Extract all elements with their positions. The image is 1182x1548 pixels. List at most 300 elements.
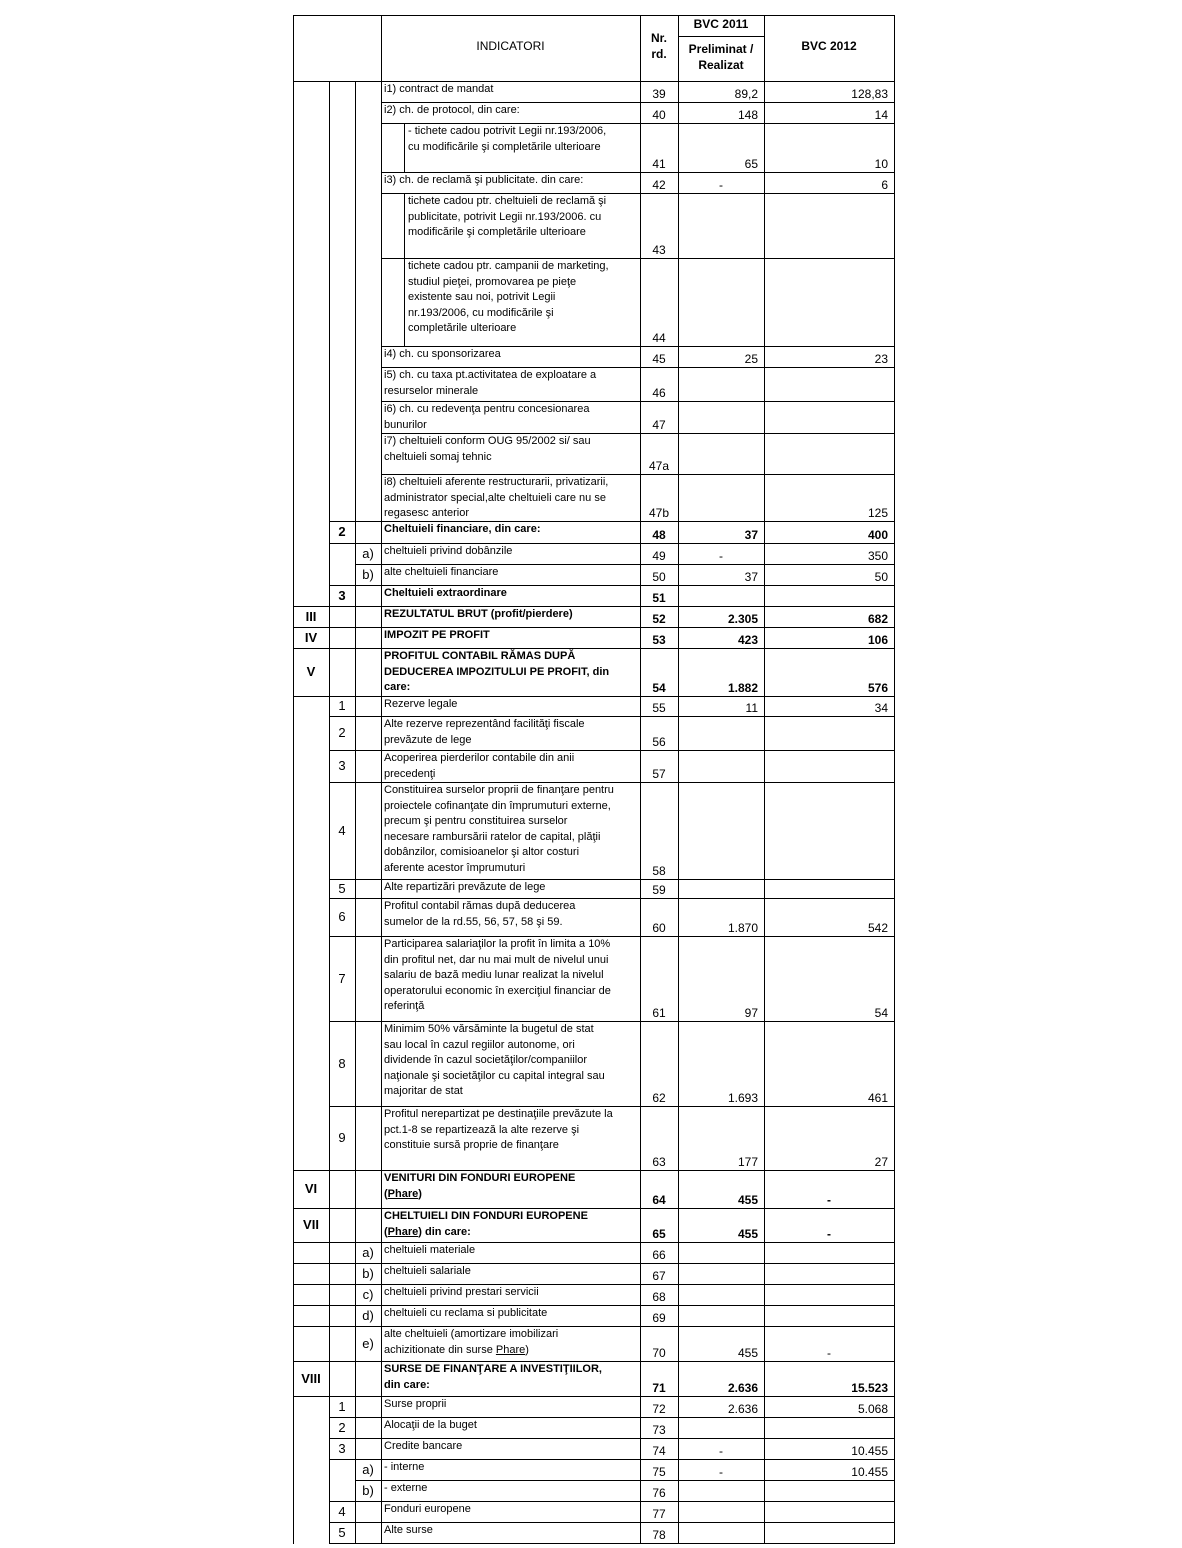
col-line [678,1417,679,1439]
col-line [894,1106,895,1171]
col-line [381,1305,382,1327]
row-label-65: CHELTUIELI DIN FONDURI EUROPENE (Phare) din care: [384,1210,588,1238]
value-v2011-52: 2.305 [727,612,758,626]
value-v2012-70: - [827,1346,831,1360]
row-number-3: 3 [338,587,346,603]
row-nr-47b: 47b [648,506,670,520]
row-number-6: 6 [338,909,346,924]
header-bvc-2012: BVC 2012 [801,39,857,53]
col-line [894,696,895,717]
row-label-57: Acoperirea pierderilor contabile din anii precedenţi [384,752,575,780]
value-v2011-74: - [719,1444,723,1458]
col-line [678,750,679,783]
col-line [381,1361,382,1397]
col-line [678,585,679,607]
col-line [381,1208,382,1243]
col-line [894,585,895,607]
value-v2011-62: 1.693 [727,1091,758,1105]
value-v2012-61: 54 [874,1006,888,1020]
row-label-66: cheltuieli materiale [384,1244,476,1256]
col-line [894,81,895,103]
col-line [293,433,294,475]
col-line [293,716,294,751]
col-line [381,1263,382,1285]
row-nr-74: 74 [652,1444,666,1458]
col-line [381,1396,382,1418]
header-col-line [678,15,679,81]
col-line [894,1284,895,1306]
row-label-62: Minimim 50% vărsăminte la bugetul de stat sau local în cazul regiilor autonome, ori dividende în cazul societăţilor/companiilor naţionale şi societăţilor cu capital integral sau majoritar de stat [384,1023,605,1097]
col-line [329,123,330,173]
col-line [329,1242,330,1264]
col-line [355,102,356,124]
value-v2011-49: - [719,549,723,563]
col-line [329,193,330,259]
col-line [764,879,765,899]
col-line [894,627,895,649]
col-line [355,936,356,1022]
col-line [355,1417,356,1439]
col-line [355,346,356,368]
row-number-3: 3 [338,758,346,773]
col-line [329,346,330,368]
value-v2011-65: 455 [737,1227,758,1241]
col-line [293,474,294,522]
col-line [381,1021,382,1107]
col-line [355,1501,356,1523]
col-line [678,879,679,899]
row-nr-47: 47 [652,418,666,432]
value-v2011-45: 25 [744,352,758,366]
col-line [764,433,765,475]
col-line [293,898,294,937]
row-sub-a): a) [362,1244,374,1260]
value-v2011-71: 2.636 [727,1381,758,1395]
col-line [678,1242,679,1264]
row-nr-69: 69 [652,1311,666,1325]
value-v2012-52: 682 [867,612,888,626]
col-line [894,1208,895,1243]
col-line [381,782,382,880]
table-top-border [293,15,895,16]
col-line [894,1501,895,1523]
row-label-69: cheltuieli cu reclama si publicitate [384,1307,548,1319]
col-line [678,401,679,434]
row-nr-60: 60 [652,921,666,935]
col-line [764,1242,765,1264]
col-line [329,543,330,565]
col-line [381,1284,382,1306]
col-line [293,696,294,717]
col-line [355,782,356,880]
col-line [293,1396,294,1418]
value-v2012-49: 350 [867,549,888,563]
col-line [381,521,382,544]
col-line [355,696,356,717]
row-nr-59: 59 [652,883,666,897]
col-line [355,401,356,434]
col-line [894,782,895,880]
row-roman-VI: VI [304,1181,318,1196]
row-number-8: 8 [338,1055,346,1071]
row-number-4: 4 [338,1503,346,1519]
row-number-1: 1 [338,698,346,713]
col-line [329,367,330,402]
header-bvc2011-divider [678,36,764,37]
value-v2011-70: 455 [737,1346,758,1360]
col-line [894,898,895,937]
row-nr-65: 65 [652,1227,666,1241]
value-v2011-39: 89,2 [734,87,758,101]
col-line [293,1501,294,1523]
row-nr-75: 75 [652,1465,666,1479]
col-line [678,1480,679,1502]
header-preliminat-realizat: Preliminat / Realizat [688,42,754,72]
row-label-59: Alte repartizări prevăzute de lege [384,881,546,893]
col-line [894,1522,895,1544]
row-sub-b): b) [362,566,374,582]
row-label-51: Cheltuieli extraordinare [384,587,507,599]
value-v2011-63: 177 [737,1155,758,1169]
value-v2012-74: 10.455 [851,1444,888,1458]
value-v2012-53: 106 [867,633,888,647]
col-line [764,585,765,607]
row-label-73: Alocaţii de la buget [384,1419,477,1431]
col-line [894,193,895,259]
row-nr-47a: 47a [648,459,670,473]
col-line [329,474,330,522]
col-line [355,367,356,402]
col-line [894,879,895,899]
row-label-63: Profitul nerepartizat pe destinaţiile prevăzute la pct.1-8 se repartizează la alte rezerve şi constituie sursă proprie de finanţare [384,1108,613,1151]
col-line [764,1501,765,1523]
col-line [355,193,356,259]
value-v2011-54: 1.882 [727,681,758,695]
row-nr-76: 76 [652,1486,666,1500]
row-label-47: i6) ch. cu redevenţa pentru concesionarea bunurilor [384,403,590,431]
col-line [355,627,356,649]
col-line [764,782,765,880]
row-label-48: Cheltuieli financiare, din care: [384,523,541,535]
col-line [293,1242,294,1264]
col-line [293,750,294,783]
col-line [381,696,382,717]
row-nr-61: 61 [652,1006,666,1020]
header-col-line [894,15,895,81]
col-line [329,1170,330,1209]
col-line [329,401,330,434]
col-line [381,543,382,565]
col-line [293,936,294,1022]
col-line [894,936,895,1022]
col-line [329,172,330,194]
row-number-2: 2 [338,725,346,740]
col-line [764,367,765,402]
col-line [764,1522,765,1544]
col-line [894,606,895,628]
row-label-76: - externe [384,1482,428,1494]
col-line [678,258,679,347]
col-line [293,401,294,434]
col-line [894,521,895,544]
row-nr-54: 54 [652,681,666,695]
sub-col-line [404,258,405,347]
row-label-74: Credite bancare [384,1440,463,1452]
row-label-47a: i7) cheltuieli conform OUG 95/2002 si/ sau cheltuieli somaj tehnic [384,435,591,463]
col-line [894,346,895,368]
row-label-78: Alte surse [384,1524,433,1536]
row-label-46: i5) ch. cu taxa pt.activitatea de exploatare a resurselor minerale [384,369,597,397]
row-label-39: i1) contract de mandat [384,83,494,95]
row-nr-62: 62 [652,1091,666,1105]
col-line [381,433,382,475]
col-line [764,1263,765,1285]
col-line [329,1208,330,1243]
row-label-50: alte cheltuieli financiare [384,566,499,578]
col-line [764,1305,765,1327]
col-line [894,1263,895,1285]
value-v2012-55: 34 [874,701,888,715]
col-line [293,193,294,259]
col-line [355,585,356,607]
col-line [381,716,382,751]
row-label-70: alte cheltuieli (amortizare imobilizari achizitionate din surse Phare) [384,1328,559,1356]
row-label-44: tichete cadou ptr. campanii de marketing, studiul pieţei, promovarea pe pieţe existente sau noi, potrivit Legii nr.193/2006, cu modificările şi completările ulterioare [408,260,609,334]
col-line [293,1459,294,1481]
row-number-5: 5 [338,880,346,896]
row-label-52: REZULTATUL BRUT (profit/pierdere) [384,608,573,620]
col-line [764,1284,765,1306]
col-line [764,258,765,347]
col-line [355,1021,356,1107]
col-line [293,521,294,544]
sub-col-line [404,193,405,259]
value-v2011-64: 455 [737,1193,758,1207]
col-line [381,1326,382,1362]
col-line [381,367,382,402]
col-line [894,716,895,751]
value-v2011-40: 148 [737,108,758,122]
col-line [678,1501,679,1523]
col-line [355,1396,356,1418]
col-line [894,648,895,697]
value-v2012-54: 576 [867,681,888,695]
row-label-53: IMPOZIT PE PROFIT [384,629,490,641]
row-label-58: Constituirea surselor proprii de finanţare pentru proiectele cofinanţate din împrumuturi externe, precum şi pentru constituirea surselor necesare rambursării ratelor de capital, plăţii dobânzilor, comisioanelor şi altor costuri aferente acestor împrumuturi [384,784,614,874]
row-nr-50: 50 [652,570,666,584]
value-v2011-72: 2.636 [727,1402,758,1416]
row-nr-72: 72 [652,1402,666,1416]
header-col-line [640,15,641,81]
value-v2012-65: - [827,1227,831,1241]
col-line [381,1417,382,1439]
col-line [678,193,679,259]
value-v2012-47b: 125 [867,506,888,520]
col-line [381,564,382,586]
value-v2012-64: - [827,1193,831,1207]
row-nr-64: 64 [652,1193,666,1207]
row-nr-45: 45 [652,352,666,366]
value-v2012-71: 15.523 [851,1381,888,1395]
col-line [293,782,294,880]
value-v2011-61: 97 [744,1006,758,1020]
col-line [764,750,765,783]
col-line [894,1021,895,1107]
row-label-71: SURSE DE FINANŢARE A INVESTIŢIILOR, din care: [384,1363,602,1391]
col-line [355,1208,356,1243]
col-line [293,543,294,565]
col-line [329,1361,330,1397]
col-line [329,433,330,475]
col-line [894,1396,895,1418]
col-line [355,606,356,628]
row-number-2: 2 [338,524,346,539]
row-sub-a): a) [362,1461,374,1477]
row-sub-c): c) [362,1286,374,1302]
row-roman-VIII: VIII [301,1370,321,1386]
row-roman-III: III [305,608,317,624]
value-v2011-53: 423 [737,633,758,647]
col-line [381,1480,382,1502]
row-label-40: i2) ch. de protocol, din care: [384,104,520,116]
col-line [381,1459,382,1481]
row-label-72: Surse proprii [384,1398,447,1410]
col-line [381,102,382,124]
col-line [764,401,765,434]
col-line [678,474,679,522]
col-line [381,1170,382,1209]
row-nr-78: 78 [652,1528,666,1542]
col-line [355,521,356,544]
value-v2012-63: 27 [874,1155,888,1169]
row-roman-VII: VII [303,1217,319,1232]
col-line [381,606,382,628]
row-label-41: - tichete cadou potrivit Legii nr.193/2006, cu modificările şi completările ulterioare [408,125,607,153]
col-line [293,1021,294,1107]
header-bvc-2011: BVC 2011 [693,17,749,31]
col-line [381,879,382,899]
value-v2011-55: 11 [745,701,758,715]
col-line [355,716,356,751]
col-line [329,81,330,103]
col-line [894,1170,895,1209]
col-line [894,102,895,124]
row-nr-70: 70 [652,1346,666,1360]
col-line [355,172,356,194]
col-line [894,1480,895,1502]
col-line [381,1522,382,1544]
col-line [329,1326,330,1362]
row-label-45: i4) ch. cu sponsorizarea [384,348,501,360]
col-line [894,433,895,475]
col-line [355,433,356,475]
row-nr-49: 49 [652,549,666,563]
col-line [293,102,294,124]
col-line [355,1438,356,1460]
row-nr-39: 39 [652,87,666,101]
col-line [355,258,356,347]
row-nr-55: 55 [652,701,666,715]
col-line [678,1522,679,1544]
row-nr-43: 43 [652,243,666,257]
col-line [678,433,679,475]
col-line [764,1480,765,1502]
row-label-68: cheltuieli privind prestari servicii [384,1286,539,1298]
row-label-55: Rezerve legale [384,698,458,710]
header-col-line [764,15,765,81]
col-line [894,1305,895,1327]
value-v2012-75: 10.455 [851,1465,888,1479]
row-number-5: 5 [338,1524,346,1540]
col-line [381,750,382,783]
row-label-60: Profitul contabil rămas după deducerea sumelor de la rd.55, 56, 57, 58 şi 59. [384,900,576,928]
col-line [894,401,895,434]
col-line [381,401,382,434]
value-v2012-60: 542 [867,921,888,935]
row-roman-IV: IV [304,629,318,645]
row-nr-67: 67 [652,1269,666,1283]
row-label-56: Alte rezerve reprezentând facilităţi fiscale prevăzute de lege [384,718,585,746]
col-line [329,564,330,586]
row-number-3: 3 [338,1440,346,1456]
value-v2011-48: 37 [744,528,758,542]
header-col-line [381,15,382,81]
col-line [355,81,356,103]
value-v2012-42: 6 [881,178,888,192]
row-nr-52: 52 [652,612,666,626]
col-line [355,750,356,783]
col-line [894,1438,895,1460]
row-number-2: 2 [338,1419,346,1435]
col-line [764,1417,765,1439]
col-line [678,1305,679,1327]
col-line [293,1305,294,1327]
row-nr-58: 58 [652,864,666,878]
col-line [329,648,330,697]
header-indicatori: INDICATORI [476,39,545,53]
col-line [293,346,294,368]
row-label-54: PROFITUL CONTABIL RĂMAS DUPĂ DEDUCEREA IMPOZITULUI PE PROFIT, din care: [384,650,610,693]
header-nr-rd: Nr. rd. [650,31,667,61]
row-nr-71: 71 [652,1381,666,1395]
col-line [355,879,356,899]
sub-col-line [404,123,405,173]
col-line [355,898,356,937]
col-line [894,172,895,194]
row-sub-e): e) [362,1335,374,1351]
col-line [293,1480,294,1502]
col-line [381,258,382,347]
row-number-7: 7 [338,970,346,986]
col-line [329,102,330,124]
col-line [894,750,895,783]
col-line [678,1263,679,1285]
row-nr-57: 57 [652,767,666,781]
value-v2011-60: 1.870 [727,921,758,935]
row-sub-d): d) [362,1307,374,1323]
col-line [355,123,356,173]
row-sub-b): b) [362,1265,374,1281]
row-nr-48: 48 [652,528,666,542]
row-number-4: 4 [338,822,346,838]
row-sub-b): b) [362,1482,374,1498]
row-label-43: tichete cadou ptr. cheltuieli de reclamă şi publicitate, potrivit Legii nr.193/2006. cu modificările şi completările ulterioare [408,195,607,238]
col-line [293,1263,294,1285]
row-nr-63: 63 [652,1155,666,1169]
row-number-9: 9 [338,1130,346,1145]
row-label-49: cheltuieli privind dobânzile [384,545,513,557]
col-line [894,123,895,173]
